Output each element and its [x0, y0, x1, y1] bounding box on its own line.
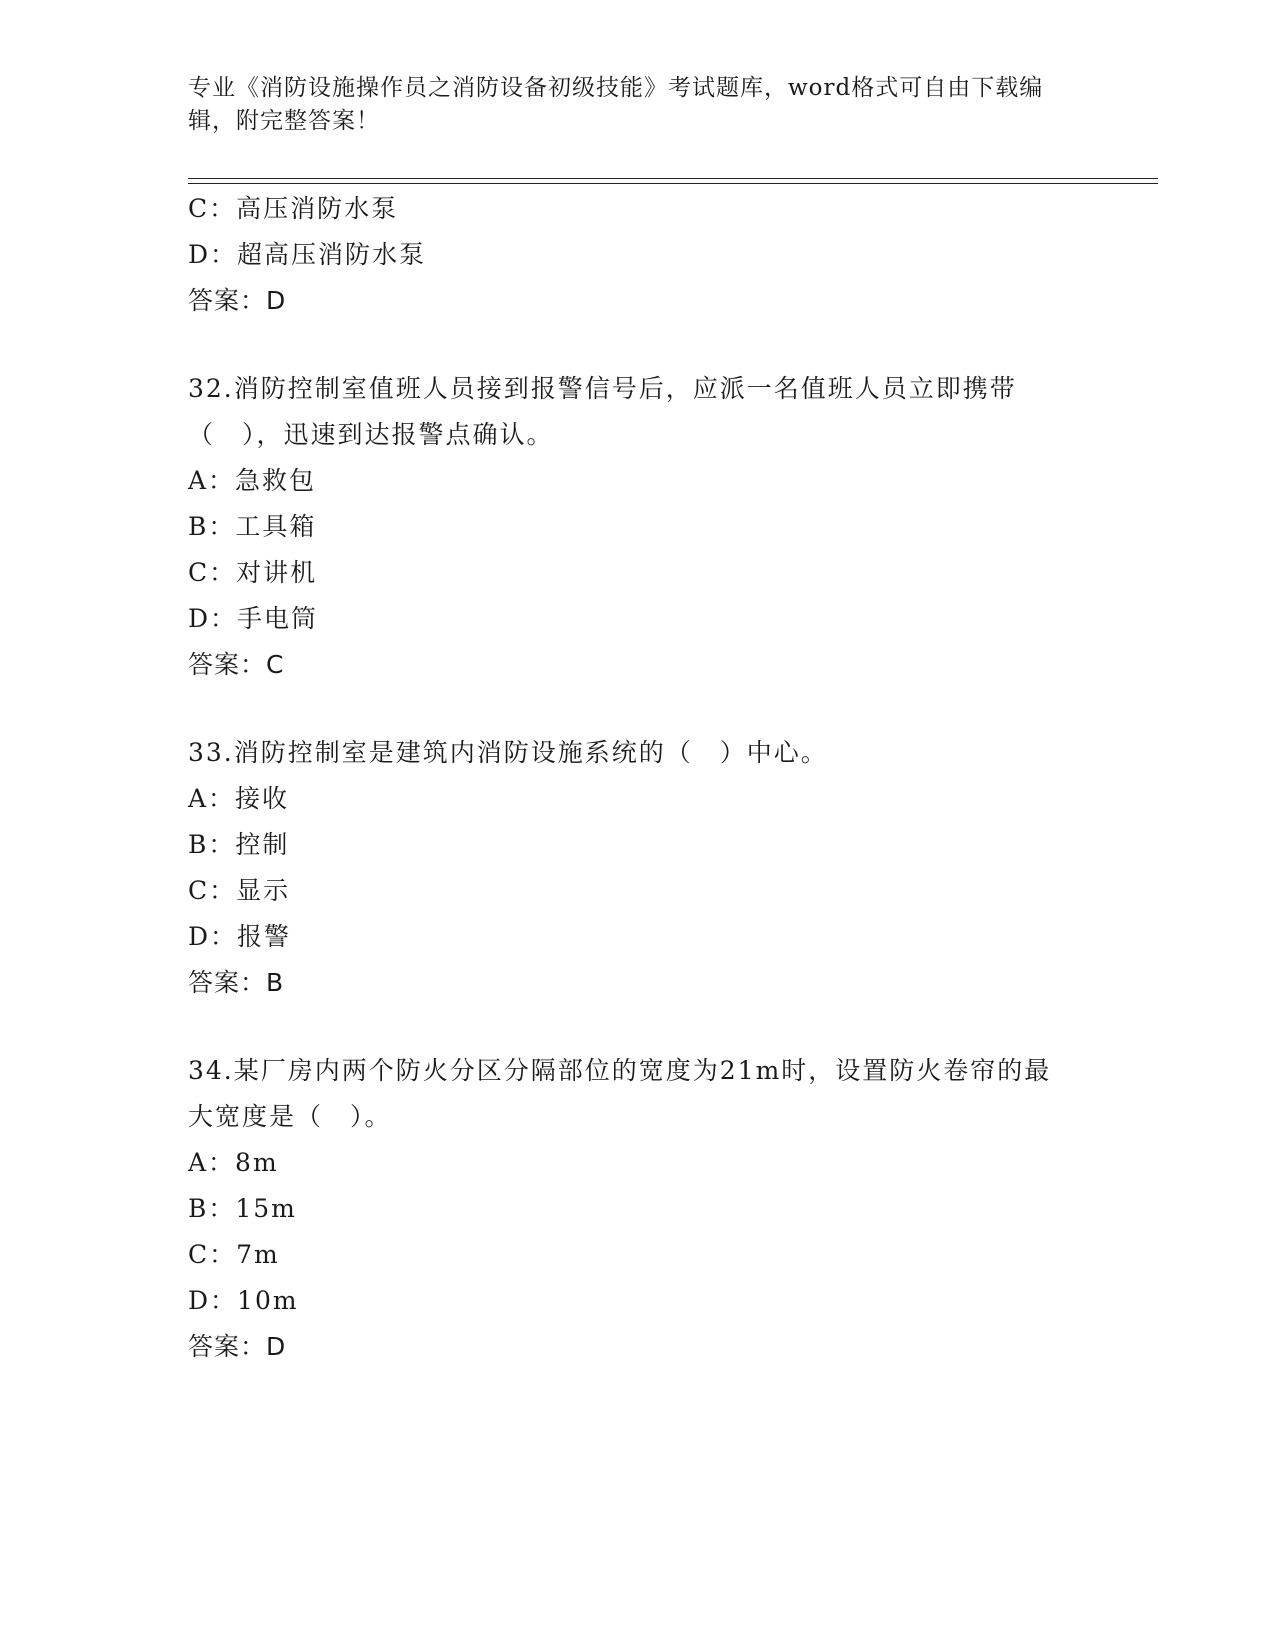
- option-c: C：显示: [188, 876, 291, 905]
- option-d: D：手电筒: [188, 604, 319, 633]
- answer-label: 答案：D: [188, 1332, 287, 1361]
- option-a: A：急救包: [188, 466, 317, 495]
- option-b: B：15m: [188, 1194, 297, 1223]
- option-c: C：7m: [188, 1240, 280, 1269]
- option-b: B：控制: [188, 830, 290, 859]
- question-list: [188, 186, 1078, 1370]
- option-d: D：超高压消防水泵: [188, 240, 427, 269]
- question-33: [188, 730, 1078, 1006]
- answer-label: 答案：D: [188, 286, 287, 315]
- option-a: A：接收: [188, 784, 290, 813]
- document-header: 专业《消防设施操作员之消防设备初级技能》考试题库，word格式可自由下载编辑，附完整答案！: [188, 75, 1044, 134]
- question-stem: 32.消防控制室值班人员接到报警信号后，应派一名值班人员立即携带（ ），迅速到达报警点确认。: [188, 374, 1017, 449]
- question-stem: 34.某厂房内两个防火分区分隔部位的宽度为21m时，设置防火卷帘的最大宽度是（ ）。: [188, 1056, 1052, 1131]
- question-34: [188, 1048, 1078, 1370]
- header-rule-bottom: [188, 183, 1158, 184]
- answer-label: 答案：B: [188, 968, 285, 997]
- question-32: [188, 366, 1078, 688]
- option-c: C：对讲机: [188, 558, 318, 587]
- option-d: D：报警: [188, 922, 292, 951]
- option-b: B：工具箱: [188, 512, 317, 541]
- prev-question-tail: [188, 186, 1078, 324]
- option-a: A：8m: [188, 1148, 279, 1177]
- question-stem: 33.消防控制室是建筑内消防设施系统的（ ）中心。: [188, 738, 828, 767]
- answer-label: 答案：C: [188, 650, 285, 679]
- option-c: C：高压消防水泵: [188, 194, 399, 223]
- header-rule-top: [188, 178, 1158, 179]
- option-d: D：10m: [188, 1286, 299, 1315]
